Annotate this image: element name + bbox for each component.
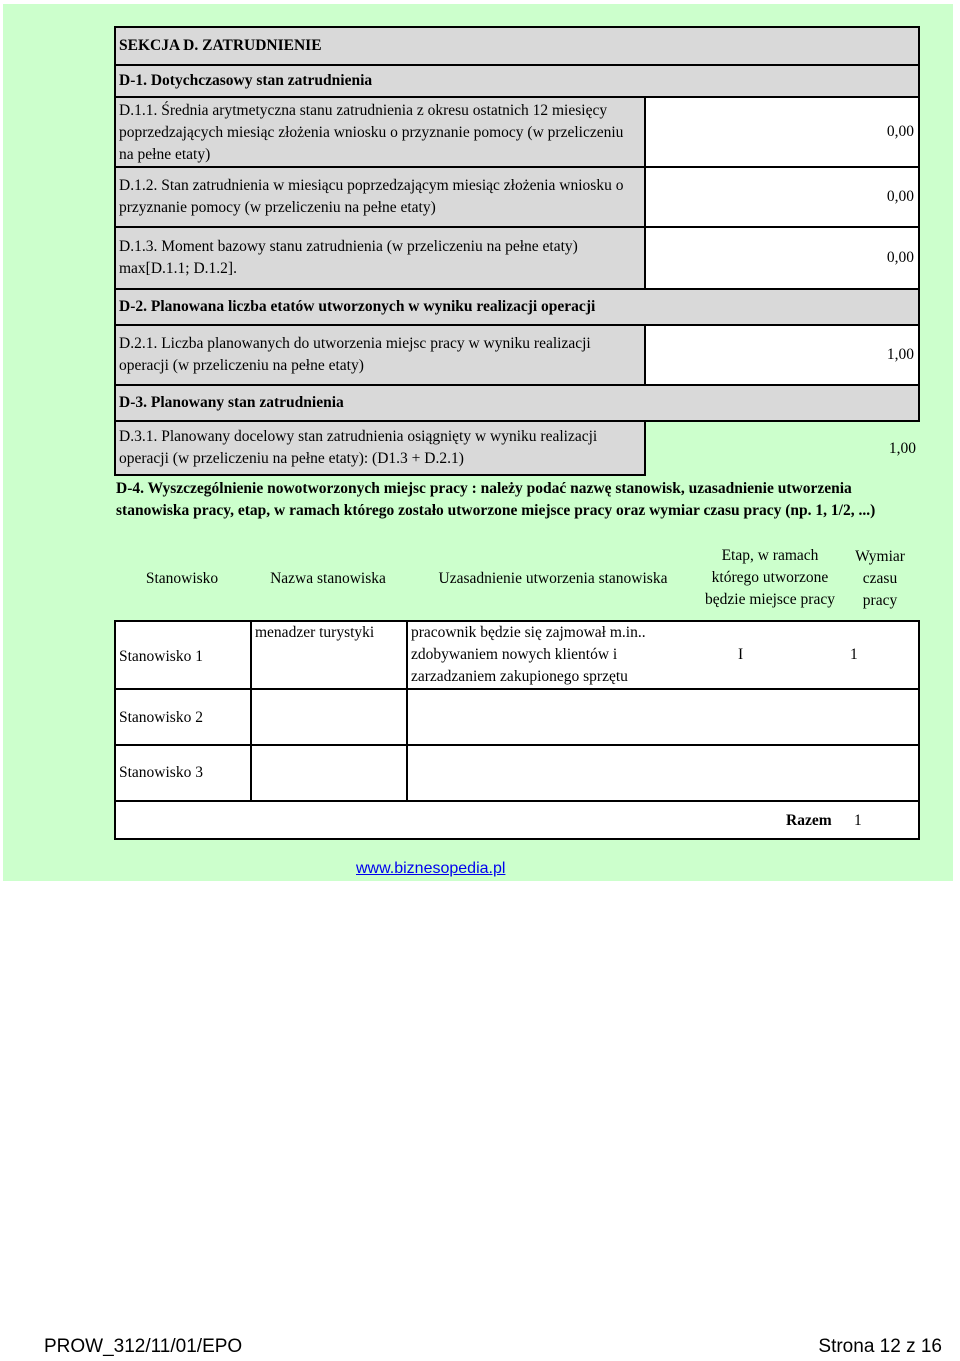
row-1-time-text: 1 [850,646,858,663]
total-value: 1 [854,812,862,829]
d1-1-value-text: 0,00 [886,123,914,140]
d3-1-value [644,422,920,476]
d2-1-value[interactable] [644,324,920,386]
d2-1-label [114,324,646,386]
d2-1-label-text: D.2.1. Liczba planowanych do utworzenia miejsc pracy w wyniku realizacji operacji (w przeliczeniu na pełne etaty) [119,335,591,374]
table-row-2-position [114,688,252,746]
d2-1-value-text: 1,00 [886,346,914,363]
col-header-position [116,540,248,618]
col-header-stage [700,534,840,622]
d3-1-value-text: 1,00 [888,440,916,457]
d2-heading [114,288,920,326]
row-1-justification-text: pracownik będzie się zajmował m.in.. zdobywaniem nowych klientów i zarzadzaniem zakupionego sprzętu [411,624,646,685]
d1-3-value-text: 0,00 [886,249,914,266]
col-header-stage-text: Etap, w ramach którego utworzone będzie miejsce pracy [705,547,835,608]
col-header-name-text: Nazwa stanowiska [270,570,386,587]
d1-1-value[interactable] [644,96,920,168]
d1-2-value-text: 0,00 [886,188,914,205]
table-row-3-rest[interactable] [406,744,920,802]
table-row-1-time[interactable] [850,644,858,666]
d1-2-label-text: D.1.2. Stan zatrudnienia w miesiącu poprzedzającym miesiąc złożenia wniosku o przyznanie pomocy (w przeliczeniu na pełne etaty) [119,177,624,216]
row-3-position-text: Stanowisko 3 [119,764,203,781]
d1-heading-text: D-1. Dotychczasowy stan zatrudnienia [119,72,373,89]
d3-heading [114,384,920,422]
d1-3-value[interactable] [644,226,920,290]
total-row [114,800,920,840]
section-title [114,26,920,66]
d4-heading-text: D-4. Wyszczególnienie nowotworzonych miejsc pracy : należy podać nazwę stanowisk, uzasadnienie utworzenia stanowiska pracy, etap, w ramach którego zostało utworzone miejsce pracy oraz wymiar czasu pracy (np. 1, 1/2, ...) [116,480,876,519]
d1-3-label-text: D.1.3. Moment bazowy stanu zatrudnienia (w przeliczeniu na pełne etaty) max[D.1.1; D.1.2]. [119,238,578,277]
d3-heading-text: D-3. Planowany stan zatrudnienia [119,394,344,411]
footer-doc-code: PROW_312/11/01/EPO [44,1336,243,1357]
d3-1-label-text: D.3.1. Planowany docelowy stan zatrudnienia osiągnięty w wyniku realizacji operacji (w przeliczeniu na pełne etaty): (D1.3 + D.2.1) [119,428,598,467]
d4-heading [116,478,918,538]
table-row-1-position [114,620,252,690]
footer-page-number: Strona 12 z 16 [818,1336,942,1357]
col-header-justification [408,540,698,618]
row-1-position-text: Stanowisko 1 [119,648,203,665]
d1-heading [114,64,920,98]
col-header-time [844,540,916,618]
col-header-name [252,540,404,618]
table-row-2-name[interactable] [250,688,408,746]
table-row-2-rest[interactable] [406,688,920,746]
table-row-3-name[interactable] [250,744,408,802]
d3-1-label [114,420,646,476]
biznesopedia-link[interactable]: www.biznesopedia.pl [356,860,506,877]
d1-2-label [114,166,646,228]
row-1-stage-text: I [738,646,744,663]
section-title-text: SEKCJA D. ZATRUDNIENIE [119,37,322,54]
table-row-1-name[interactable] [250,620,408,690]
table-row-3-position [114,744,252,802]
col-header-position-text: Stanowisko [145,570,219,587]
d1-3-label [114,226,646,290]
col-header-time-text: Wymiar czasu pracy [855,548,905,609]
d1-1-label-text: D.1.1. Średnia arytmetyczna stanu zatrudnienia z okresu ostatnich 12 miesięcy poprzedzających miesiąc złożenia wniosku o przyznanie pomocy (w przeliczeniu na pełne etaty) [119,102,624,163]
d2-heading-text: D-2. Planowana liczba etatów utworzonych w wyniku realizacji operacji [119,298,596,315]
row-2-position-text: Stanowisko 2 [119,709,203,726]
row-1-name-text: menadzer turystyki [255,624,375,641]
d1-2-value[interactable] [644,166,920,228]
d1-1-label [114,96,646,168]
table-row-1-justification[interactable] [408,622,690,688]
table-row-1-rest [406,620,920,690]
col-header-justification-text: Uzasadnienie utworzenia stanowiska [438,570,668,587]
total-label: Razem [786,812,832,829]
table-row-1-stage[interactable] [738,644,743,666]
